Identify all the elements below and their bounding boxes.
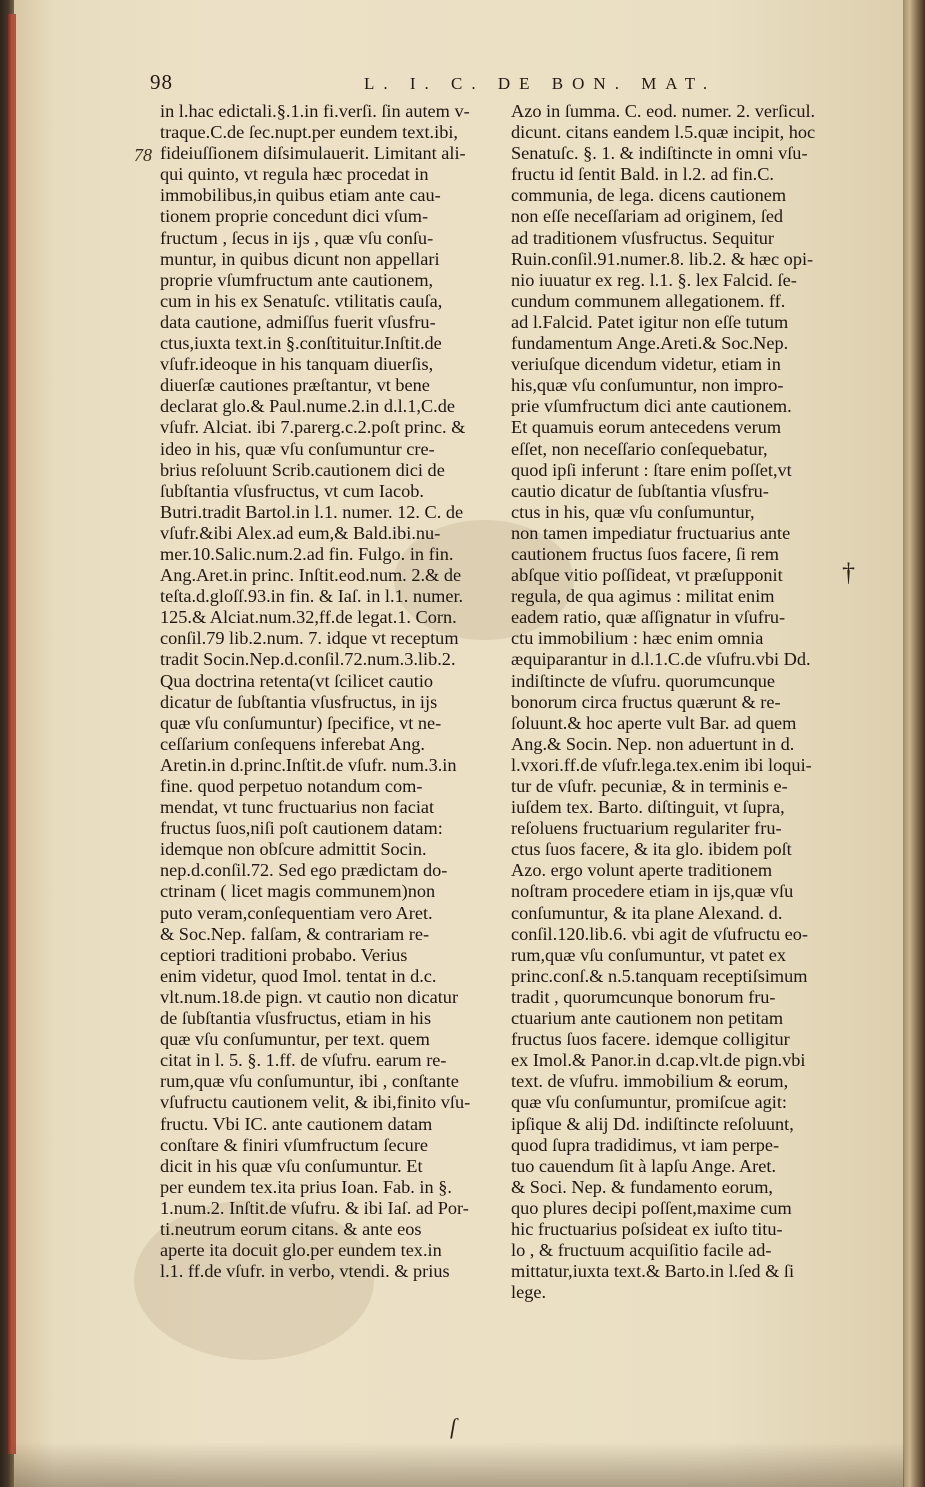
text-line: æquiparantur in d.l.1.C.de vſufru.vbi Dd. (511, 649, 811, 670)
text-line: ceſſarium conſequens inferebat Ang. (160, 733, 425, 754)
text-line: non tamen impediatur fructuarius ante (511, 522, 791, 543)
text-line: fructus ſuos facere. idemque colligitur (511, 1029, 790, 1050)
text-line: ctus in his, quæ vſu conſumuntur, (511, 501, 755, 522)
text-line: muntur, in quibus dicunt non appellari (160, 248, 440, 269)
text-line: princ.conſ.& n.5.tanquam receptiſsimum (511, 965, 808, 986)
text-line: fine. quod perpetuo notandum com- (160, 776, 423, 796)
text-line: ad traditionem vſusfructus. Sequitur (511, 227, 774, 248)
text-line: text. de vſufru. immobilium & eorum, (511, 1071, 789, 1092)
text-line: lege. (511, 1282, 547, 1303)
text-line: ctus ſuos facere, & ita glo. ibidem poſt (511, 839, 792, 860)
text-line: vlt.num.18.de pign. vt cautio non dicatur (160, 986, 459, 1007)
text-line: quæ vſu conſumuntur, promiſcue agit: (511, 1092, 787, 1113)
text-line: Azo in ſumma. C. eod. numer. 2. verſicul. (511, 101, 816, 121)
text-line: ex Imol.& Panor.in d.cap.vlt.de pign.vbi (511, 1050, 806, 1071)
text-line: iuſdem tex. Barto. diſtinguit, vt ſupra, (511, 797, 785, 818)
text-line: regula, de qua agimus : militat enim (511, 586, 775, 607)
text-line: qui quinto, vt regula hæc procedat in (160, 164, 429, 185)
text-line: brius reſoluunt Scrib.cautionem dici de (160, 459, 445, 480)
text-line: cautio dicatur de ſubſtantia vſusfru- (511, 480, 769, 501)
text-line: Senatuſc. §. 1. & indiſtincte in omni vſu- (511, 143, 808, 164)
text-line: diuerſæ cautiones præſtantur, vt bene (160, 375, 430, 396)
text-line: tuo cauendum ſit à lapſu Ange. Aret. (511, 1155, 777, 1176)
text-line: prie vſumfructum dici ante cautionem. (511, 396, 792, 417)
running-title: L. I. C. DE BON. MAT. (364, 74, 717, 93)
text-line: cautionem fructus ſuos facere, ſi rem (511, 543, 780, 564)
text-line: non eſſe neceſſariam ad originem, ſed (511, 206, 784, 227)
text-line: fructum , ſecus in ijs , quæ vſu conſu- (160, 227, 434, 248)
text-line: traque.C.de ſec.nupt.per eundem text.ibi, (160, 122, 458, 143)
text-line: bonorum circa fructus quærunt & re- (511, 691, 781, 712)
right-text-column (511, 101, 851, 1303)
text-line: enim videtur, quod Imol. tentat in d.c. (160, 965, 437, 986)
text-line: cundum communem allegationem. ff. (511, 290, 786, 311)
text-line: eſſet, non neceſſario conſequebatur, (511, 438, 768, 459)
text-line: reſoluens fructuarium regulariter fru- (511, 818, 782, 839)
left-text-column (160, 101, 500, 1282)
text-line: lo , & fructuum acquiſitio facile ad- (511, 1240, 772, 1261)
text-line: mer.10.Salic.num.2.ad fin. Fulgo. in fin. (160, 543, 454, 564)
text-line: citat in l. 5. §. 1.ff. de vſufru. earum re- (160, 1050, 447, 1071)
text-line: per eundem tex.ita prius Ioan. Fab. in §. (160, 1176, 452, 1197)
text-line: ctus,iuxta text.in §.conſtituitur.Inſtit.de (160, 333, 442, 354)
text-line: data cautione, admiſſus fuerit vſusfru- (160, 311, 436, 332)
text-line: vſufructu cautionem velit, & ibi,finito vſu- (160, 1092, 471, 1113)
text-line: fundamentum Ange.Areti.& Soc.Nep. (511, 333, 789, 354)
text-line: ti.neutrum eorum citans. & ante eos (160, 1218, 422, 1239)
text-line: proprie vſumfructum ante cautionem, (160, 269, 434, 290)
text-line: & Soci. Nep. & fundamento eorum, (511, 1176, 773, 1197)
bottom-mark: ſ (450, 1414, 457, 1439)
text-line: ſubſtantia vſusfructus, vt cum Iacob. (160, 480, 424, 501)
text-line: Ang.& Socin. Nep. non aduertunt in d. (511, 733, 795, 754)
text-line: dicit in his quæ vſu conſumuntur. Et (160, 1155, 423, 1176)
text-line: Aretin.in d.princ.Inſtit.de vſufr. num.3.in (160, 754, 457, 775)
text-line: ctuarium ante cautionem non petitam (511, 1008, 784, 1029)
page-bottom-shadow (14, 1442, 904, 1487)
text-line: quæ vſu conſumuntur, per text. quem (160, 1029, 430, 1050)
text-line: abſque vitio poſſideat, vt præſupponit (511, 565, 783, 586)
text-line: ceptiori traditioni probabo. Verius (160, 944, 408, 965)
text-line: dicatur de ſubſtantia vſusfructus, in ijs (160, 691, 438, 712)
text-line: declarat glo.& Paul.nume.2.in d.l.1,C.de (160, 396, 455, 417)
text-line: conſtare & finiri vſumfructum ſecure (160, 1134, 429, 1155)
text-line: fideiuſſionem diſsimulauerit. Limitant ali- (160, 143, 466, 164)
text-line: ipſique & alij Dd. indiſtincte reſoluunt, (511, 1113, 794, 1134)
text-line: quod ſupra tradidimus, vt iam perpe- (511, 1134, 780, 1155)
text-line: fructu. Vbi IC. ante cautionem datam (160, 1113, 433, 1134)
text-line: Azo. ergo volunt aperte traditionem (511, 860, 773, 881)
text-line: vſufr.ideoque in his tanquam diuerſis, (160, 354, 434, 375)
text-line: de ſubſtantia vſusfructus, etiam in his (160, 1008, 432, 1029)
text-line: rum,quæ vſu conſumuntur, ibi , conſtante (160, 1071, 459, 1092)
text-line: conſil.120.lib.6. vbi agit de vſufructu eo- (511, 923, 809, 944)
text-line: tur de vſufr. pecuniæ, & in terminis e- (511, 776, 788, 796)
text-line: ctu immobilium : hæc enim omnia (511, 628, 764, 649)
text-line: indiſtincte de vſufru. quorumcunque (511, 670, 775, 691)
text-line: vſufr.&ibi Alex.ad eum,& Bald.ibi.nu- (160, 522, 441, 543)
text-line: ſoluunt.& hoc aperte vult Bar. ad quem (511, 712, 797, 733)
text-line: Ruin.conſil.91.numer.8. lib.2. & hæc opi- (511, 248, 814, 269)
text-line: dicunt. citans eandem l.5.quæ incipit, hoc (511, 122, 816, 143)
text-line: immobilibus,in quibus etiam ante cau- (160, 185, 441, 206)
dagger-marker: † (842, 558, 855, 587)
text-line: mendat, vt tunc fructuarius non faciat (160, 797, 435, 818)
text-line: quod ipſi inferunt : ſtare enim poſſet,vt (511, 459, 792, 480)
text-line: l.vxori.ff.de vſufr.lega.tex.enim ibi loqui- (511, 754, 812, 775)
text-line: Ang.Aret.in princ. Inſtit.eod.num. 2.& de (160, 565, 462, 586)
margin-note: 78 (134, 145, 152, 165)
text-line: hic fructuarius poſsideat ex iuſto titu- (511, 1218, 783, 1239)
text-line: Qua doctrina retenta(vt ſcilicet cautio (160, 670, 434, 691)
text-line: vſufr. Alciat. ibi 7.parerg.c.2.poſt princ. & (160, 417, 466, 438)
text-line: 125.& Alciat.num.32,ff.de legat.1. Corn. (160, 607, 457, 628)
text-line: aperte ita docuit glo.per eundem tex.in (160, 1240, 442, 1261)
text-line: quæ vſu conſumuntur) ſpecifice, vt ne- (160, 712, 442, 733)
text-line: & Soc.Nep. falſam, & contrariam re- (160, 923, 430, 944)
page-fore-edge (903, 0, 925, 1487)
text-line: nio iuuatur ex reg. l.1. §. lex Falcid. ſe- (511, 269, 797, 290)
text-line: veriuſque dicendum videtur, etiam in (511, 354, 781, 375)
text-line: eadem ratio, quæ aſſignatur in vſufru- (511, 607, 786, 628)
text-line: conſil.79 lib.2.num. 7. idque vt receptum (160, 628, 459, 649)
text-line: l.1. ff.de vſufr. in verbo, vtendi. & prius (160, 1261, 450, 1282)
text-line: fructu id ſentit Bald. in l.2. ad fin.C. (511, 164, 775, 185)
text-line: his,quæ vſu conſumuntur, non impro- (511, 375, 784, 396)
text-line: ad l.Falcid. Patet igitur non eſſe tutum (511, 311, 789, 332)
text-line: cum in his ex Senatuſc. vtilitatis cauſa, (160, 290, 443, 311)
text-line: ideo in his, quæ vſu conſumuntur cre- (160, 438, 435, 459)
text-line: in l.hac edictali.§.1.in fi.verſi. ſin autem v- (160, 101, 470, 121)
text-line: Et quamuis eorum antecedens verum (511, 417, 782, 438)
text-line: quo plures decipi poſſent,maxime cum (511, 1197, 792, 1218)
text-line: puto veram,conſequentiam vero Aret. (160, 902, 433, 923)
text-line: tionem proprie concedunt dici vſum- (160, 206, 429, 227)
text-line: ctrinam ( licet magis communem)non (160, 881, 436, 902)
text-line: teſta.d.gloſſ.93.in fin. & Iaſ. in l.1. numer. (160, 586, 464, 607)
page-header (150, 70, 870, 100)
text-line: communia, de lega. dicens cautionem (511, 185, 787, 206)
text-line: nep.d.conſil.72. Sed ego prædictam do- (160, 860, 448, 881)
text-line: idemque non obſcure admittit Socin. (160, 839, 427, 860)
text-line: tradit Socin.Nep.d.conſil.72.num.3.lib.2. (160, 649, 456, 670)
text-line: mittatur,iuxta text.& Barto.in l.ſed & ſi (511, 1261, 795, 1282)
text-line: tradit , quorumcunque bonorum fru- (511, 986, 776, 1007)
text-line: conſumuntur, & ita plane Alexand. d. (511, 902, 783, 923)
text-line: Butri.tradit Bartol.in l.1. numer. 12. C. de (160, 501, 464, 522)
red-page-edge (8, 14, 16, 1454)
text-line: noſtram procedere etiam in ijs,quæ vſu (511, 881, 794, 902)
text-line: fructus ſuos,niſi poſt cautionem datam: (160, 818, 443, 839)
text-line: rum,quæ vſu conſumuntur, vt patet ex (511, 944, 786, 965)
text-line: 1.num.2. Inſtit.de vſufru. & ibi Iaſ. ad Por- (160, 1197, 469, 1218)
page-number: 98 (150, 70, 173, 94)
